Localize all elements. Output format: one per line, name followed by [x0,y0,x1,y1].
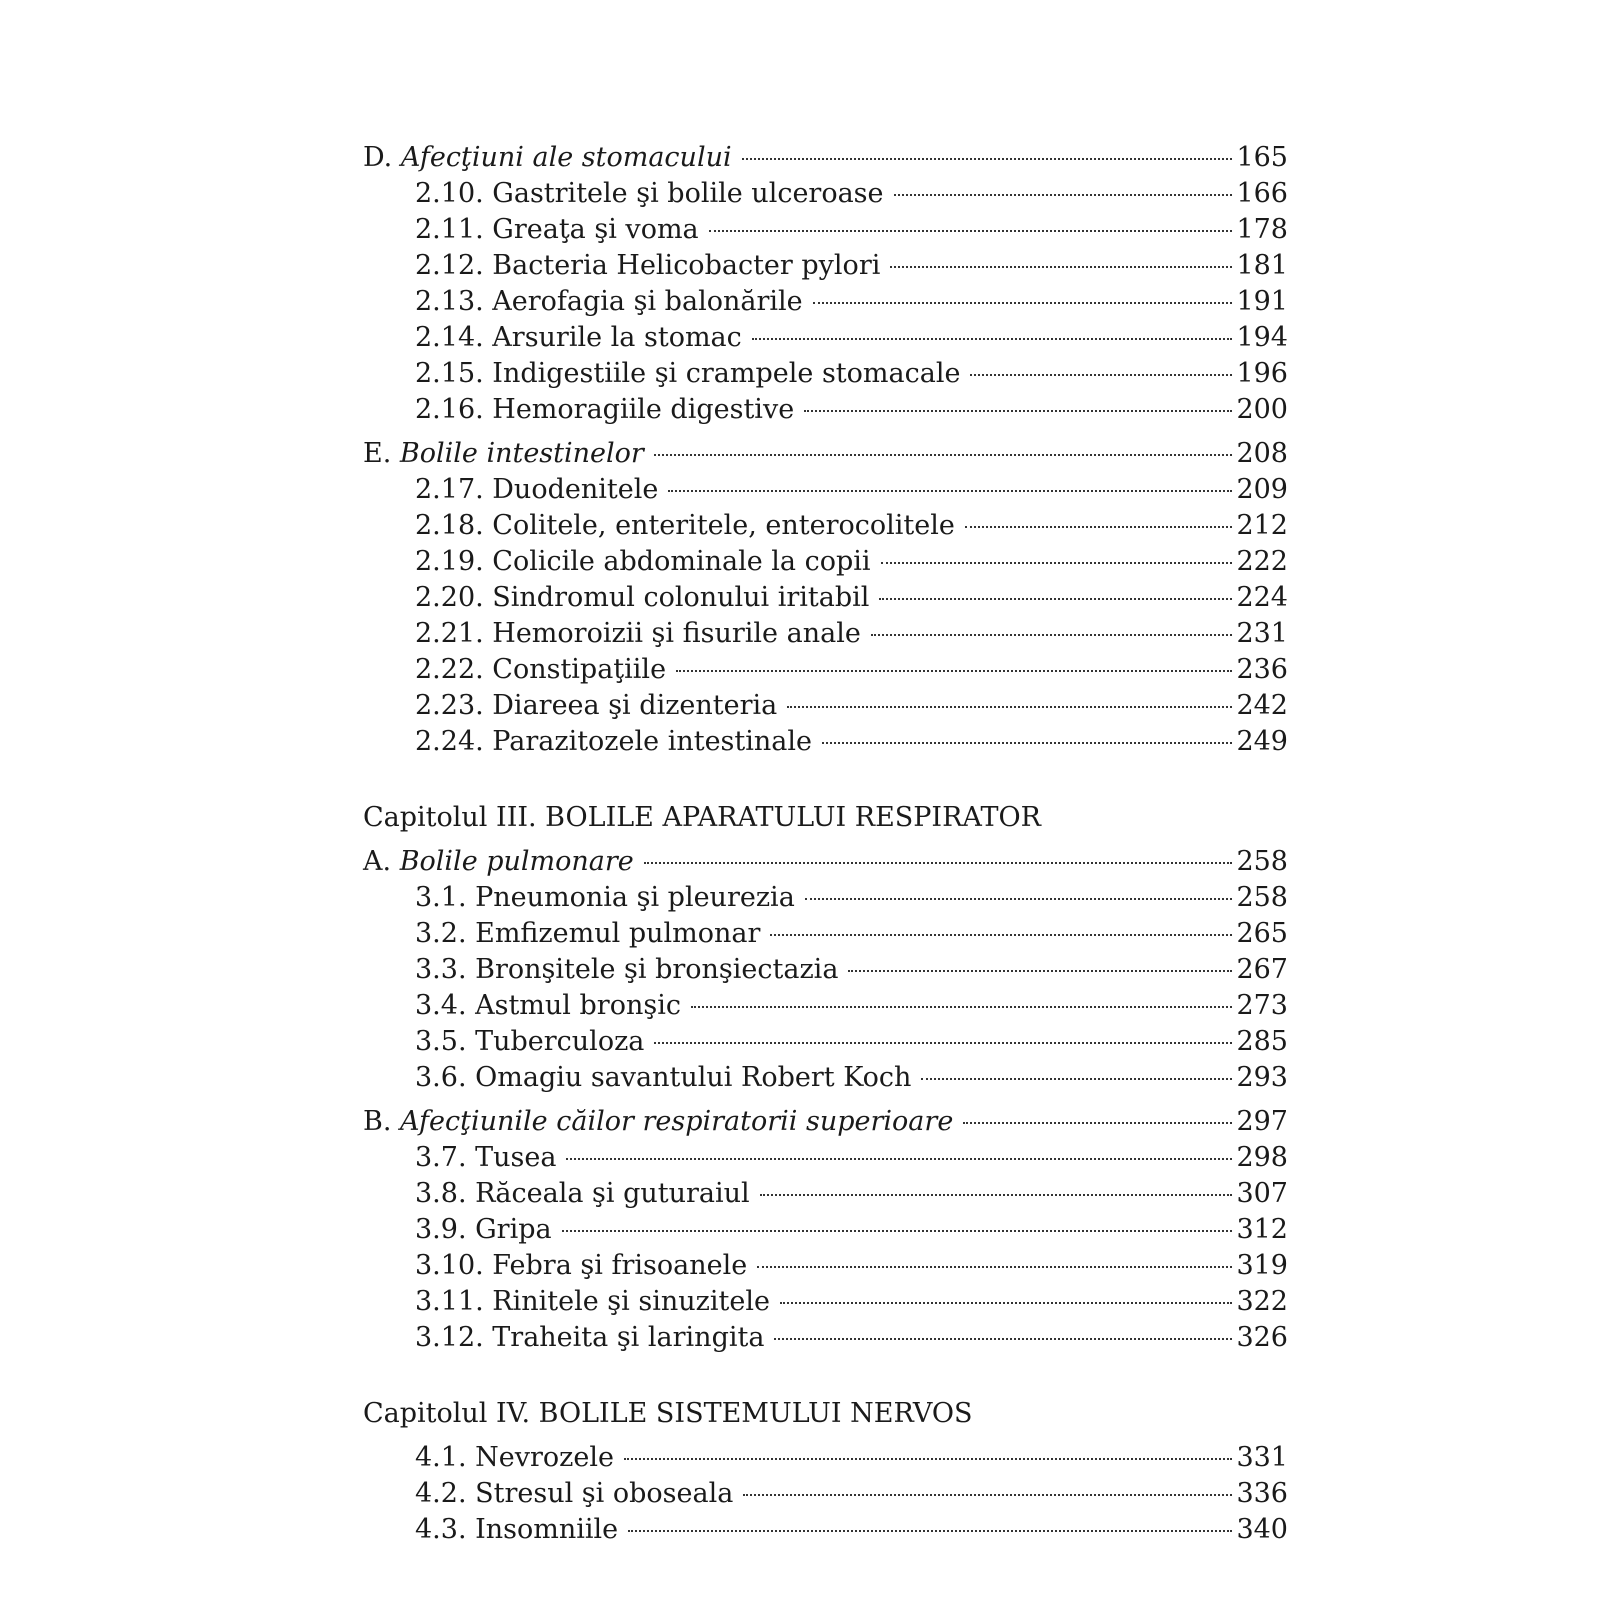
toc-entry-title: 3.11. Rinitele şi sinuzitele [415,1286,770,1317]
toc-entry-row [363,176,1288,212]
dot-leader [624,1458,1233,1460]
dot-leader [770,934,1232,936]
dot-leader [881,562,1233,564]
dot-leader [562,1230,1233,1232]
dot-leader [805,898,1233,900]
toc-entry-title: 2.13. Aerofagia şi balonările [415,286,803,317]
page-number: 340 [1236,1514,1288,1545]
toc-entry-row [363,724,1288,760]
toc-entry-title [363,140,732,176]
dot-leader [743,1494,1232,1496]
page-number: 249 [1236,726,1288,757]
dot-leader [676,670,1232,672]
toc-entry-row [363,1060,1288,1096]
toc-entry-title: 2.11. Greaţa şi voma [415,214,699,245]
toc-entry-row [363,952,1288,988]
section-title: Bolile intestinelor [399,438,644,469]
toc-entry-row [363,652,1288,688]
dot-leader [668,490,1232,492]
dot-leader [879,598,1232,600]
toc-entry-title: 2.21. Hemoroizii şi fisurile anale [415,618,861,649]
table-of-contents [363,140,1288,1548]
page-number: 258 [1236,846,1288,877]
page-number: 298 [1236,1142,1288,1173]
toc-section-row [363,844,1288,880]
page-number: 194 [1236,322,1288,353]
page-number: 331 [1236,1442,1288,1473]
toc-entry-title [363,844,634,880]
toc-section-row [363,1104,1288,1140]
page-number: 285 [1236,1026,1288,1057]
toc-entry-title: 3.3. Bronşitele şi bronşiectazia [415,954,839,985]
dot-leader [787,706,1232,708]
dot-leader [822,742,1232,744]
toc-entry-title: 2.20. Sindromul colonului iritabil [415,582,870,613]
toc-section-row [363,140,1288,176]
toc-entry-title: 3.5. Tuberculoza [415,1026,645,1057]
page-number: 222 [1236,546,1288,577]
dot-leader [813,302,1233,304]
toc-entry-row [363,1476,1288,1512]
page-number: 196 [1236,358,1288,389]
toc-entry-row [363,1212,1288,1248]
dot-leader [742,158,1233,160]
toc-entry-title [363,1104,953,1140]
page-number: 319 [1236,1250,1288,1281]
section-letter: B. [363,1106,392,1137]
chapter-heading: Capitolul III. BOLILE APARATULUI RESPIRATOR [363,802,1041,833]
page-number: 166 [1236,178,1288,209]
toc-entry-row [363,988,1288,1024]
toc-entry-title: 4.3. Insomniile [415,1514,619,1545]
page-number: 224 [1236,582,1288,613]
toc-entry-title: 2.15. Indigestiile şi crampele stomacale [415,358,961,389]
toc-entry-title: 2.17. Duodenitele [415,474,659,505]
page-number: 200 [1236,394,1288,425]
toc-entry-row [363,1284,1288,1320]
page-number: 178 [1236,214,1288,245]
toc-entry-row [363,472,1288,508]
dot-leader [752,338,1233,340]
section-letter: D. [363,142,393,173]
toc-entry-row [363,688,1288,724]
toc-entry-row [363,880,1288,916]
page-number: 191 [1236,286,1288,317]
toc-entry-row [363,1440,1288,1476]
toc-entry-title: 2.19. Colicile abdominale la copii [415,546,871,577]
dot-leader [965,526,1233,528]
toc-entry-row [363,1176,1288,1212]
dot-leader [970,374,1232,376]
toc-entry-title: 3.12. Traheita şi laringita [415,1322,765,1353]
dot-leader [921,1078,1232,1080]
section-letter: A. [363,846,392,877]
page-number: 181 [1236,250,1288,281]
page-number: 265 [1236,918,1288,949]
toc-entry-title: 3.2. Emfizemul pulmonar [415,918,761,949]
dot-leader [654,454,1233,456]
toc-entry-title: 3.1. Pneumonia şi pleurezia [415,882,795,913]
page-number: 267 [1236,954,1288,985]
toc-entry-title: 3.10. Febra şi frisoanele [415,1250,748,1281]
page-number: 242 [1236,690,1288,721]
dot-leader [890,266,1232,268]
dot-leader [894,194,1233,196]
toc-entry-title: 4.2. Stresul şi oboseala [415,1478,734,1509]
dot-leader [780,1302,1233,1304]
toc-entry-row [363,1512,1288,1548]
toc-entry-row [363,392,1288,428]
page-number: 312 [1236,1214,1288,1245]
dot-leader [654,1042,1232,1044]
page-number: 231 [1236,618,1288,649]
dot-leader [760,1194,1233,1196]
dot-leader [628,1530,1232,1532]
page-number: 165 [1236,142,1288,173]
page-number: 293 [1236,1062,1288,1093]
page-number: 212 [1236,510,1288,541]
dot-leader [757,1266,1232,1268]
dot-leader [566,1158,1232,1160]
toc-entry-row [363,616,1288,652]
toc-entry-row [363,1248,1288,1284]
toc-entry-row [363,544,1288,580]
dot-leader [644,862,1233,864]
page-number: 326 [1236,1322,1288,1353]
page-number: 258 [1236,882,1288,913]
toc-entry-row [363,508,1288,544]
toc-entry-row [363,1320,1288,1356]
dot-leader [774,1338,1232,1340]
toc-entry-row [363,212,1288,248]
dot-leader [963,1122,1232,1124]
toc-entry-row [363,916,1288,952]
page-number: 336 [1236,1478,1288,1509]
toc-entry-title: 2.18. Colitele, enteritele, enterocolitele [415,510,955,541]
page-number: 322 [1236,1286,1288,1317]
section-letter: E. [363,438,392,469]
page-number: 208 [1236,438,1288,469]
toc-entry-row [363,580,1288,616]
toc-entry-row [363,356,1288,392]
toc-section-row [363,436,1288,472]
toc-entry-title: 3.8. Răceala şi guturaiul [415,1178,750,1209]
toc-entry-row [363,248,1288,284]
toc-entry-title: 2.24. Parazitozele intestinale [415,726,812,757]
toc-entry-title: 4.1. Nevrozele [415,1442,614,1473]
section-title: Afecţiuni ale stomacului [400,142,732,173]
page-number: 297 [1236,1106,1288,1137]
dot-leader [709,230,1233,232]
toc-entry-title [363,436,644,472]
toc-entry-title: 3.6. Omagiu savantului Robert Koch [415,1062,912,1093]
page-number: 236 [1236,654,1288,685]
dot-leader [848,970,1232,972]
toc-entry-title: 3.4. Astmul bronşic [415,990,681,1021]
section-title: Bolile pulmonare [399,846,634,877]
dot-leader [804,410,1232,412]
toc-entry-title: 2.12. Bacteria Helicobacter pylori [415,250,881,281]
page-number: 307 [1236,1178,1288,1209]
toc-entry-row [363,1024,1288,1060]
page-number: 209 [1236,474,1288,505]
toc-entry-title: 2.14. Arsurile la stomac [415,322,742,353]
section-title: Afecţiunile căilor respiratorii superioare [400,1106,954,1137]
toc-entry-row [363,284,1288,320]
toc-entry-title: 3.9. Gripa [415,1214,552,1245]
toc-entry-title: 3.7. Tusea [415,1142,557,1173]
toc-entry-row [363,320,1288,356]
toc-entry-title: 2.10. Gastritele şi bolile ulceroase [415,178,884,209]
page-number: 273 [1236,990,1288,1021]
toc-entry-title: 2.22. Constipaţiile [415,654,667,685]
toc-entry-row [363,1140,1288,1176]
dot-leader [691,1006,1232,1008]
toc-entry-title: 2.16. Hemoragiile digestive [415,394,795,425]
dot-leader [871,634,1233,636]
chapter-heading: Capitolul IV. BOLILE SISTEMULUI NERVOS [363,1398,973,1429]
toc-entry-title: 2.23. Diareea şi dizenteria [415,690,778,721]
